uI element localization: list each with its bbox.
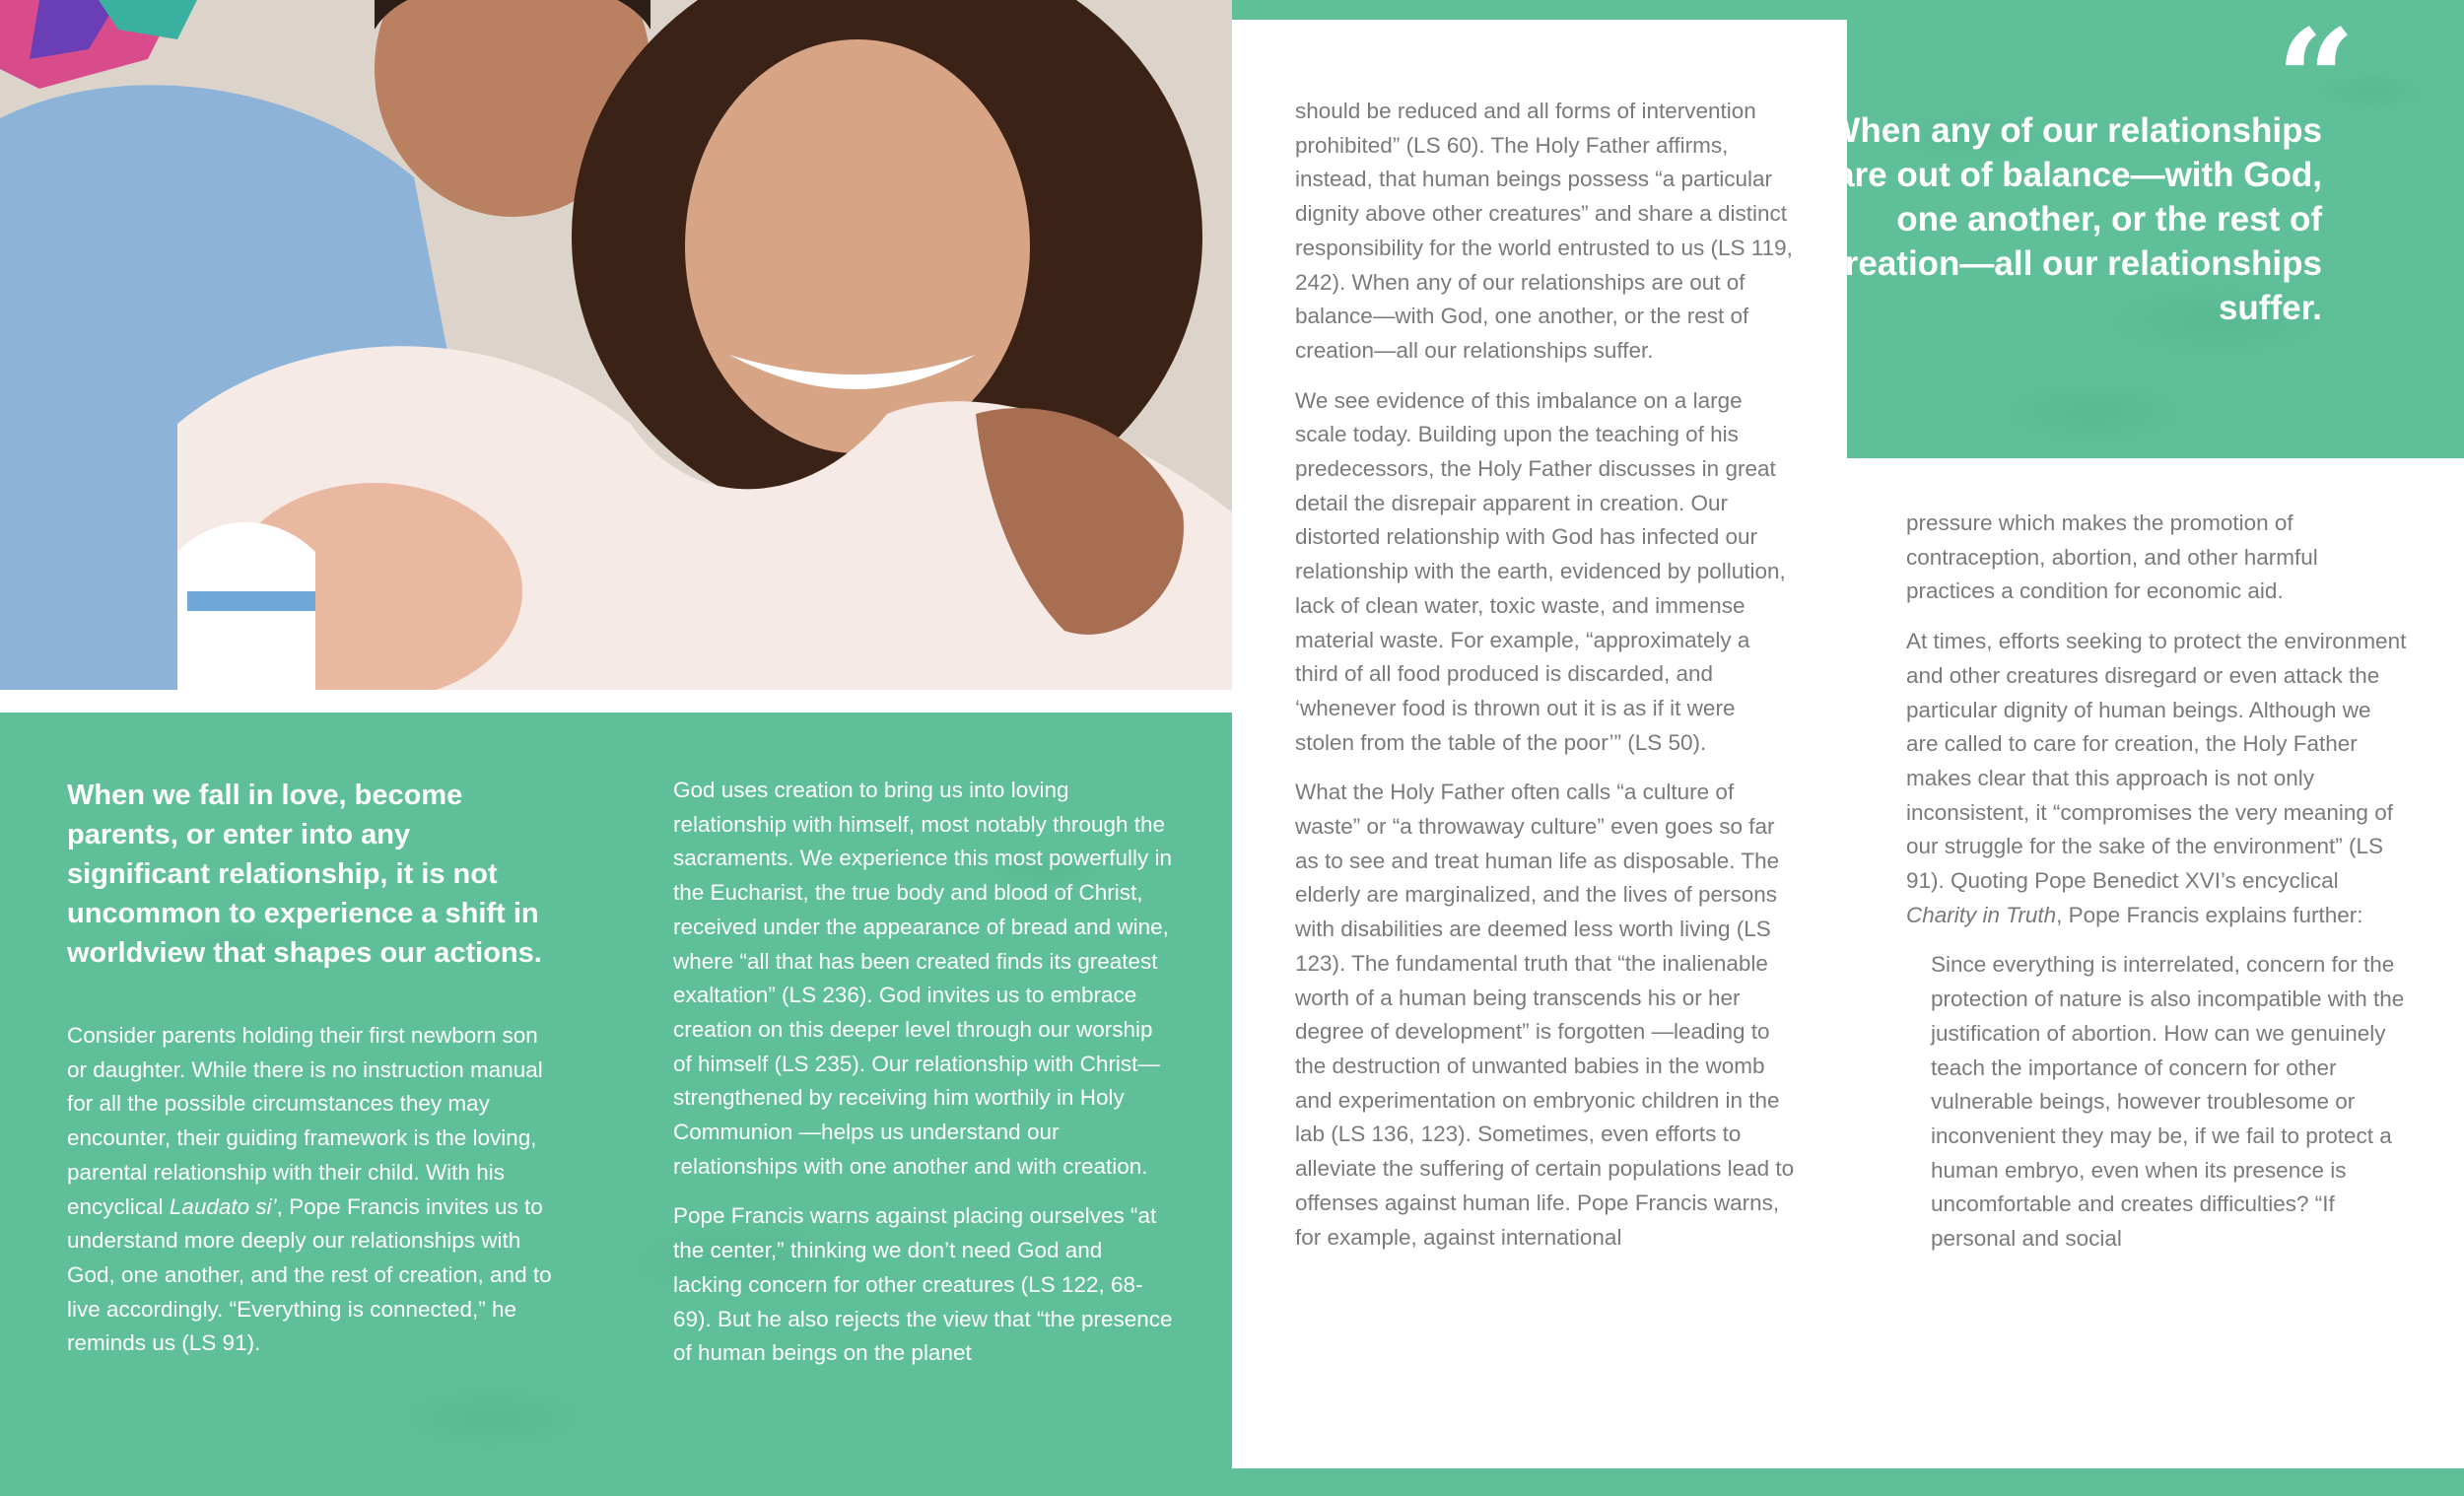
left-col-a-italic: Laudato si’ xyxy=(169,1193,277,1219)
left-col-b-paragraph-1: God uses creation to bring us into loving relationship with himself, most notably through the sacraments. We experience this most powerfully in the Eucharist, the true body and blood of Christ, received under the appearance of bread and wine, where “all that has been created finds its greatest exaltation” (LS 236). God invites us to embrace creation on this deeper level through our worship of himself (LS 235). Our relationship with Christ—strengthened by receiving him worthily in Holy Communion —helps us understand our relationships with one another and with creation. xyxy=(673,778,1173,1179)
right-col2-paragraph-2 xyxy=(1906,625,2409,932)
right-col2-italic: Charity in Truth xyxy=(1906,902,2057,927)
family-photo xyxy=(0,0,1232,690)
right-col1-paragraph-3: What the Holy Father often calls “a culture of waste” or “a throwaway culture” even goes so far as to see and treat human life as disposable. The elderly are marginalized, and the lives of persons with disabilities are deemed less worth living (LS 123). The fundamental truth that “the inalienable worth of a human being transcends his or her degree of development” is forgotten —leading to the destruction of unwanted babies in the womb and experimentation on embryonic children in the lab (LS 136, 123). Sometimes, even efforts to alleviate the suffering of certain populations lead to offenses against human life. Pope Francis warns, for example, against international xyxy=(1295,780,1795,1250)
right-column-1 xyxy=(1295,95,1798,1270)
left-col-a-text-2: , Pope Francis invites us to understand more deeply our relationships with God, one another, and the rest of creation, and to live accordingly. “Everything is connected,” he reminds us (LS 91). xyxy=(67,1193,552,1356)
left-column-a xyxy=(67,1019,560,1377)
right-col2-text-b: , Pope Francis explains further: xyxy=(2056,902,2363,927)
right-col2-blockquote: Since everything is interrelated, concern for the protection of nature is also incompatible with the justification of abortion. How can we genuinely teach the importance of concern for other vulnerable beings, however troublesome or inconvenient they may be, if we fail to protect a human embryo, even when its presence is uncomfortable and creates difficulties? “If personal and social xyxy=(1931,952,2405,1252)
left-col-b-paragraph-2: Pope Francis warns against placing ourselves “at the center,” thinking we don’t need God and lacking concern for other creatures (LS 122, 68-69). But he also rejects the view that “the presence of human beings on the planet xyxy=(673,1203,1173,1366)
pull-quote-box xyxy=(1825,0,2464,458)
right-col1-paragraph-1: should be reduced and all forms of intervention prohibited” (LS 60). The Holy Father affirms, instead, that human beings possess “a particular dignity above other creatures” and share a distinct responsibility for the world entrusted to us (LS 119, 242). When any of our relationships are out of balance—with God, one another, or the rest of creation—all our relationships suffer. xyxy=(1295,99,1793,363)
left-col-a-paragraph xyxy=(67,1019,560,1361)
photo-divider xyxy=(0,690,1232,713)
left-col-a-text-1: Consider parents holding their first newborn son or daughter. While there is no instruction manual for all the possible circumstances they may encounter, their guiding framework is the loving, parental relationship with their child. With his encyclical xyxy=(67,1023,543,1219)
lede-heading: When we fall in love, become parents, or enter into any significant relationship, it is not uncommon to experience a shift in worldview that shapes our actions. xyxy=(67,780,542,969)
right-column-2 xyxy=(1906,507,2409,1272)
left-column-b xyxy=(673,774,1176,1387)
family-photo-illustration xyxy=(0,0,1232,690)
right-col2-paragraph-1: pressure which makes the promotion of contraception, abortion, and other harmful practices a condition for economic aid. xyxy=(1906,510,2318,604)
quote-mark-icon: “ xyxy=(2276,0,2356,162)
right-col1-paragraph-2: We see evidence of this imbalance on a large scale today. Building upon the teaching of his predecessors, the Holy Father discusses in great detail the disrepair apparent in creation. Our distorted relationship with God has infected our relationship with the earth, evidenced by pollution, lack of clean water, toxic waste, and immense material waste. For example, “approximately a third of all food produced is discarded, and ‘whenever food is thrown out it is as if it were stolen from the table of the poor’” (LS 50). xyxy=(1295,387,1786,755)
pull-quote-text: When any of our relationships are out of balance—with God, one another, or the rest of creation—all our relationships suffer. xyxy=(1825,111,2322,327)
right-col2-text-a: At times, efforts seeking to protect the environment and other creatures disregard or even attack the particular dignity of human beings. Although we are called to care for creation, the Holy Father makes clear that this approach is not only inconsistent, it “compromises the very meaning of our struggle for the sake of the environment” (LS 91). Quoting Pope Benedict XVI’s encyclical xyxy=(1906,629,2407,894)
